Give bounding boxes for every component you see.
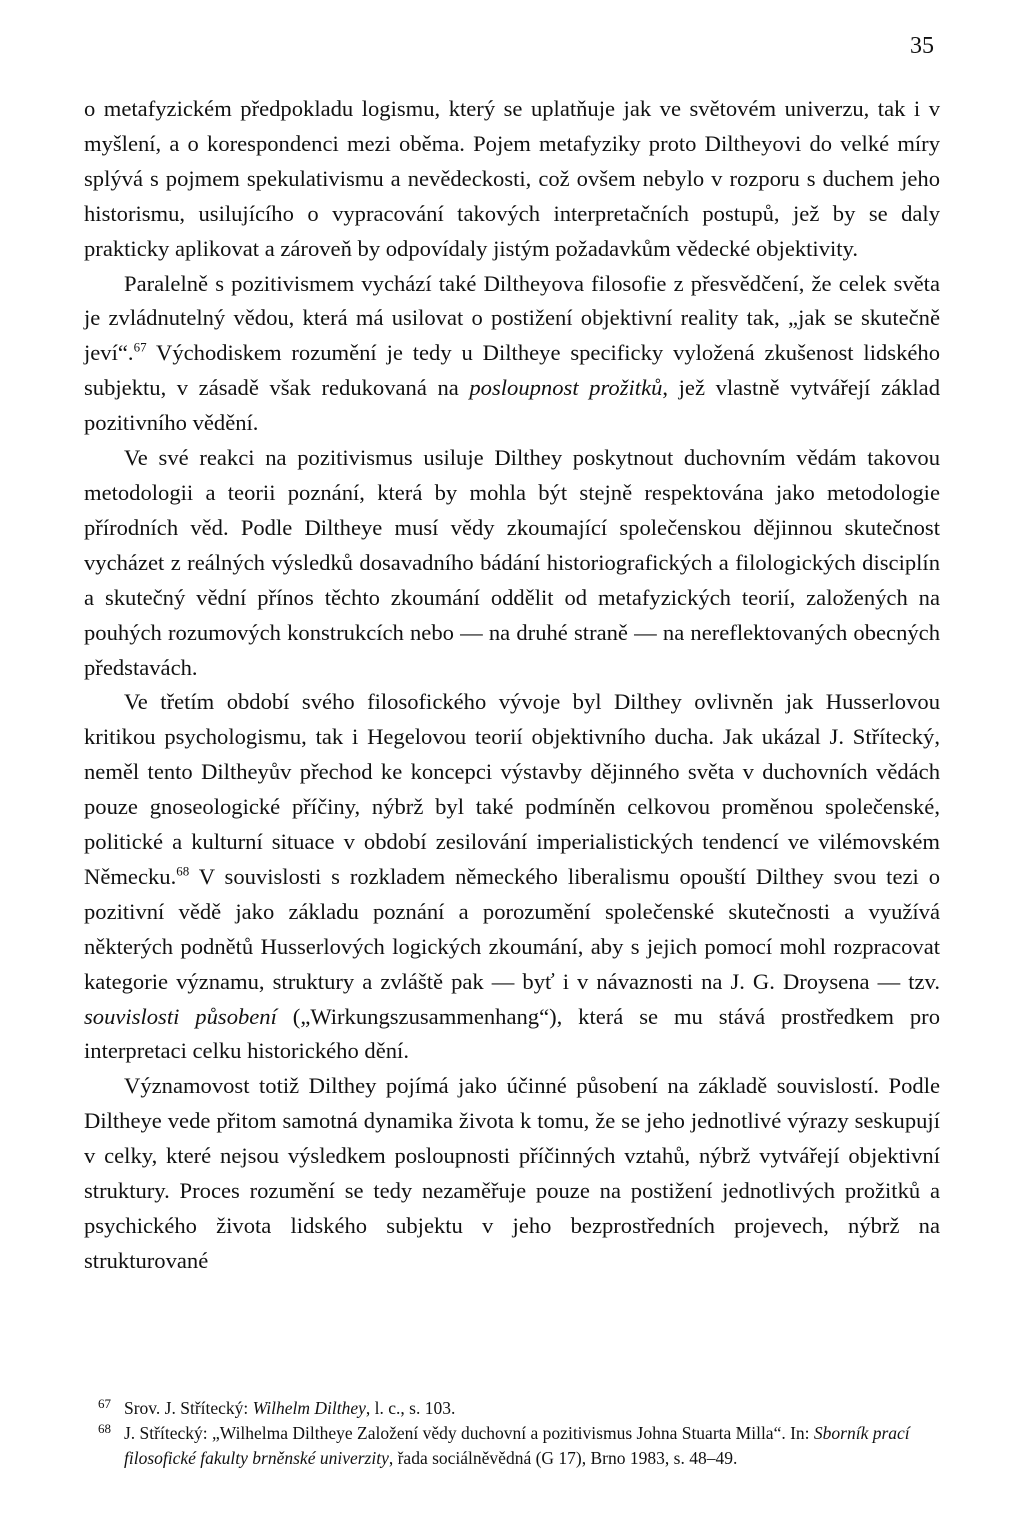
footnotes [98, 1396, 958, 1471]
footnote-reference: 68 [176, 863, 190, 879]
paragraph [84, 1069, 940, 1278]
text-segment: , řada sociálněvědná (G 17), Brno 1983, s. 48–49. [388, 1448, 738, 1468]
text-segment: , jež vlastně vytvářejí základ pozitivního vědění. [84, 375, 940, 436]
footnote-text [124, 1421, 958, 1471]
text-segment: Ve třetím období svého filosofického vývoje byl Dilthey ovlivněn jak Husserlovou kritikou psychologismu, tak i Hegelovou teorií objektivního ducha. Jak ukázal J. Střítecký, neměl tento Diltheyův přechod ke koncepci výstavby dějinného světa v duchovních vědách pouze gnoseologické příčiny, nýbrž byl také podmíněn celkovou proměnou společenské, politické a kulturní situace v období zesilování imperialistických tendencí ve vilémovském Německu. [84, 689, 940, 889]
text-segment: („Wirkungszusammenhang“), která se mu stává prostředkem pro interpretaci celku historického dění. [84, 1003, 940, 1064]
italic-text: Wilhelm Dilthey [252, 1398, 366, 1418]
text-segment: J. Střítecký: „Wilhelma Diltheye Založení vědy duchovní a pozitivismus Johna Stuarta Milla“. In: [124, 1423, 814, 1443]
text-segment: Paralelně s pozitivismem vychází také Diltheyova filosofie z přesvědčení, že celek světa je zvládnutelný vědou, která má usilovat o postižení objektivní reality tak, „jak se skutečně jeví“. [84, 270, 940, 366]
body-text [84, 92, 940, 1279]
text-segment: Srov. J. Střítecký: [124, 1398, 253, 1418]
text-segment: , l. c., s. 103. [365, 1398, 456, 1418]
text-segment: o metafyzickém předpokladu logismu, který se uplatňuje jak ve světovém univerzu, tak i v myšlení, a o korespondenci mezi oběma. Pojem metafyziky proto Diltheyovi do velké míry splývá s pojmem spekulativismu a nevědeckosti, což ovšem nebylo v rozporu s duchem jeho historismu, usilujícího o vypracování takových interpretačních postupů, jež by se daly prakticky aplikovat a zároveň by odpovídaly jistým požadavkům vědecké objektivity. [84, 96, 940, 261]
footnote-reference: 67 [133, 339, 147, 355]
italic-text: posloupnost prožitků [469, 375, 663, 401]
footnote [98, 1421, 958, 1471]
footnote-text [124, 1396, 958, 1421]
text-segment: Významovost totiž Dilthey pojímá jako účinné působení na základě souvislostí. Podle Diltheye vede přitom samotná dynamika života k tomu, že se jeho jednotlivé výrazy seskupují v celky, které nejsou výsledkem posloupnosti příčinných vztahů, nýbrž vytvářejí objektivní struktury. Proces rozumění se tedy nezaměřuje pouze na postižení jednotlivých prožitků a psychického života lidského subjektu v jeho bezprostředních projevech, nýbrž na strukturované [84, 1073, 940, 1273]
paragraph [84, 267, 940, 442]
paragraph [84, 685, 940, 1069]
text-segment: Východiskem rozumění je tedy u Diltheye specificky vyložená zkušenost lidského subjektu, v zásadě však redukovaná na [84, 340, 940, 401]
footnote [98, 1396, 958, 1421]
footnote-number: 68 [98, 1421, 111, 1436]
paragraph [84, 92, 940, 267]
text-segment: V souvislosti s rozkladem německého liberalismu opouští Dilthey svou tezi o pozitivní vědě jako základu poznání a porozumění společenské skutečnosti a využívá některých podnětů Husserlových logických zkoumání, aby s jejich pomocí mohl rozpracovat kategorie významu, struktury a zvláště pak — byť i v návaznosti na J. G. Droysena — tzv. [84, 863, 940, 994]
page-number: 35 [910, 33, 934, 59]
footnote-number: 67 [98, 1396, 111, 1411]
text-segment: Ve své reakci na pozitivismus usiluje Dilthey poskytnout duchovním vědám takovou metodologii a teorii poznání, která by mohla být stejně respektována jako metodologie přírodních věd. Podle Diltheye musí vědy zkoumající společenskou dějinnou skutečnost vycházet z reálných výsledků dosavadního bádání historiografických a filologických disciplín a skutečný vědní přínos těchto zkoumání oddělit od metafyzických teorií, založených na pouhých rozumových konstrukcích nebo — na druhé straně — na nereflektovaných obecných představách. [84, 445, 940, 680]
paragraph [84, 441, 940, 685]
italic-text: souvislosti působení [84, 1003, 277, 1029]
italic-text: Sborník prací filosofické fakulty brněnské univerzity [124, 1423, 910, 1468]
